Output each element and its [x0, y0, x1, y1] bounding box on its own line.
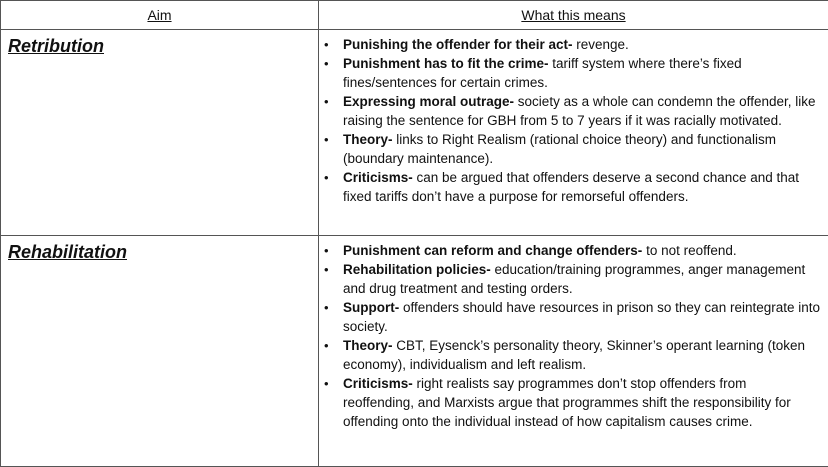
- point-lead: Theory-: [343, 338, 393, 353]
- point-text: to not reoffend.: [642, 243, 736, 258]
- point-text: offenders should have resources in prison so they can reintegrate into society.: [343, 300, 820, 334]
- point-lead: Punishment has to fit the crime-: [343, 56, 549, 71]
- table-row: [1, 236, 828, 467]
- table-row: [1, 30, 828, 236]
- point-text: right realists say programmes don’t stop offenders from reoffending, and Marxists argue that programmes shift the responsibility for offending onto the individual instead of how capitalism causes crime.: [343, 376, 791, 429]
- list-item: [343, 260, 820, 298]
- point-text: education/training programmes, anger management and drug treatment and testing orders.: [343, 262, 805, 296]
- point-text: society as a whole can condemn the offender, like raising the sentence for GBH from 5 to 7 years if it was racially motivated.: [343, 94, 815, 128]
- bullet-list: [319, 236, 828, 431]
- header-aim: Aim: [1, 1, 319, 30]
- bullet-list: [319, 30, 828, 206]
- list-item: [343, 35, 820, 54]
- point-lead: Support-: [343, 300, 399, 315]
- list-item: [343, 54, 820, 92]
- point-lead: Rehabilitation policies-: [343, 262, 491, 277]
- meaning-cell: [319, 30, 828, 236]
- list-item: [343, 168, 820, 206]
- table-header-row: [1, 1, 828, 30]
- list-item: [343, 336, 820, 374]
- point-lead: Criticisms-: [343, 170, 413, 185]
- point-lead: Criticisms-: [343, 376, 413, 391]
- list-item: [343, 241, 820, 260]
- list-item: [343, 298, 820, 336]
- point-lead: Theory-: [343, 132, 393, 147]
- point-lead: Expressing moral outrage-: [343, 94, 514, 109]
- point-text: links to Right Realism (rational choice theory) and functionalism (boundary maintenance).: [343, 132, 776, 166]
- point-lead: Punishment can reform and change offenders-: [343, 243, 642, 258]
- aim-name-retribution: Retribution: [1, 30, 318, 57]
- point-text: can be argued that offenders deserve a second chance and that fixed tariffs don’t have a purpose for remorseful offenders.: [343, 170, 799, 204]
- point-lead: Punishing the offender for their act-: [343, 37, 573, 52]
- list-item: [343, 92, 820, 130]
- point-text: tariff system where there’s fixed fines/sentences for certain crimes.: [343, 56, 742, 90]
- point-text: revenge.: [573, 37, 629, 52]
- aim-cell: [1, 236, 319, 467]
- list-item: [343, 374, 820, 431]
- header-what-this-means: What this means: [319, 1, 828, 30]
- list-item: [343, 130, 820, 168]
- point-text: CBT, Eysenck’s personality theory, Skinner’s operant learning (token economy), individualism and left realism.: [343, 338, 805, 372]
- aim-cell: [1, 30, 319, 236]
- meaning-cell: [319, 236, 828, 467]
- aim-name-rehabilitation: Rehabilitation: [1, 236, 318, 263]
